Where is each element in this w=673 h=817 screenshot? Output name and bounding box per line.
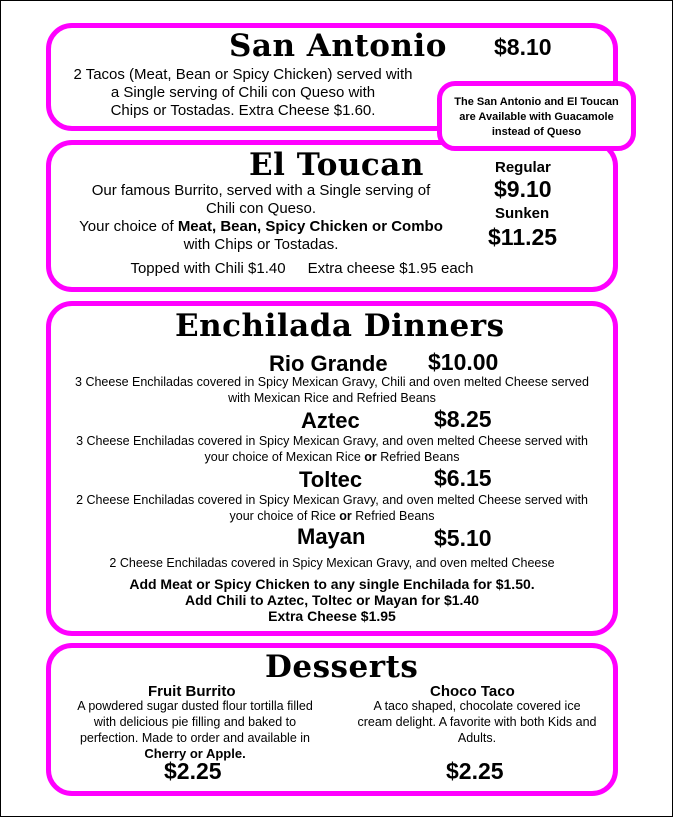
fruit-burrito-name: Fruit Burrito	[148, 683, 236, 700]
mayan-description: 2 Cheese Enchiladas covered in Spicy Mexican Gravy, and oven melted Cheese	[109, 556, 555, 570]
toltec-name: Toltec	[299, 467, 363, 492]
guacamole-note: The San Antonio and El Toucan are Available with Guacamole instead of Queso	[437, 81, 636, 151]
enchilada-title: Enchilada Dinners	[175, 308, 505, 344]
choco-taco-price: $2.25	[446, 758, 504, 784]
toltec-description: 2 Cheese Enchiladas covered in Spicy Mexican Gravy, and oven melted Cheese served with your choice of Rice or Refried Beans	[76, 493, 588, 523]
regular-price: $9.10	[494, 176, 552, 202]
el-toucan-description: Our famous Burrito, served with a Single serving of Chili con Queso. Your choice of Meat, Bean, Spicy Chicken or Combo with Chips or Tostadas.	[79, 182, 443, 253]
choco-taco-name: Choco Taco	[430, 683, 515, 700]
san-antonio-title: San Antonio	[229, 28, 447, 64]
sunken-price: $11.25	[488, 224, 558, 250]
rio-grande-name: Rio Grande	[269, 351, 388, 376]
regular-label: Regular	[495, 159, 551, 176]
sunken-label: Sunken	[495, 205, 550, 222]
aztec-name: Aztec	[301, 408, 360, 433]
rio-grande-price: $10.00	[428, 349, 499, 375]
fruit-burrito-price: $2.25	[164, 758, 222, 784]
choco-taco-description: A taco shaped, chocolate covered ice cream delight. A favorite with both Kids and Adults.	[357, 699, 597, 745]
enchilada-addons: Add Meat or Spicy Chicken to any single Enchilada for $1.50. Add Chili to Aztec, Toltec or Mayan for $1.40 Extra Cheese $1.95	[129, 576, 535, 624]
rio-grande-description: 3 Cheese Enchiladas covered in Spicy Mexican Gravy, Chili and oven melted Cheese served with Mexican Rice and Refried Beans	[75, 375, 589, 405]
aztec-description: 3 Cheese Enchiladas covered in Spicy Mexican Gravy, and oven melted Cheese served with your choice of Mexican Rice or Refried Beans	[76, 434, 588, 464]
mayan-name: Mayan	[297, 524, 366, 549]
aztec-price: $8.25	[434, 406, 492, 432]
desserts-title: Desserts	[265, 649, 419, 685]
fruit-burrito-description: A powdered sugar dusted flour tortilla filled with delicious pie filling and baked to perfection. Made to order and available in Cherry or Apple.	[77, 699, 313, 761]
san-antonio-description: 2 Tacos (Meat, Bean or Spicy Chicken) served with a Single serving of Chili con Queso with Chips or Tostadas. Extra Cheese $1.60.	[73, 66, 413, 119]
el-toucan-title: El Toucan	[249, 147, 424, 183]
san-antonio-price: $8.10	[494, 34, 552, 60]
el-toucan-toppings: Topped with Chili $1.40 Extra cheese $1.95 each	[130, 260, 474, 277]
mayan-price: $5.10	[434, 525, 492, 551]
toltec-price: $6.15	[434, 465, 492, 491]
